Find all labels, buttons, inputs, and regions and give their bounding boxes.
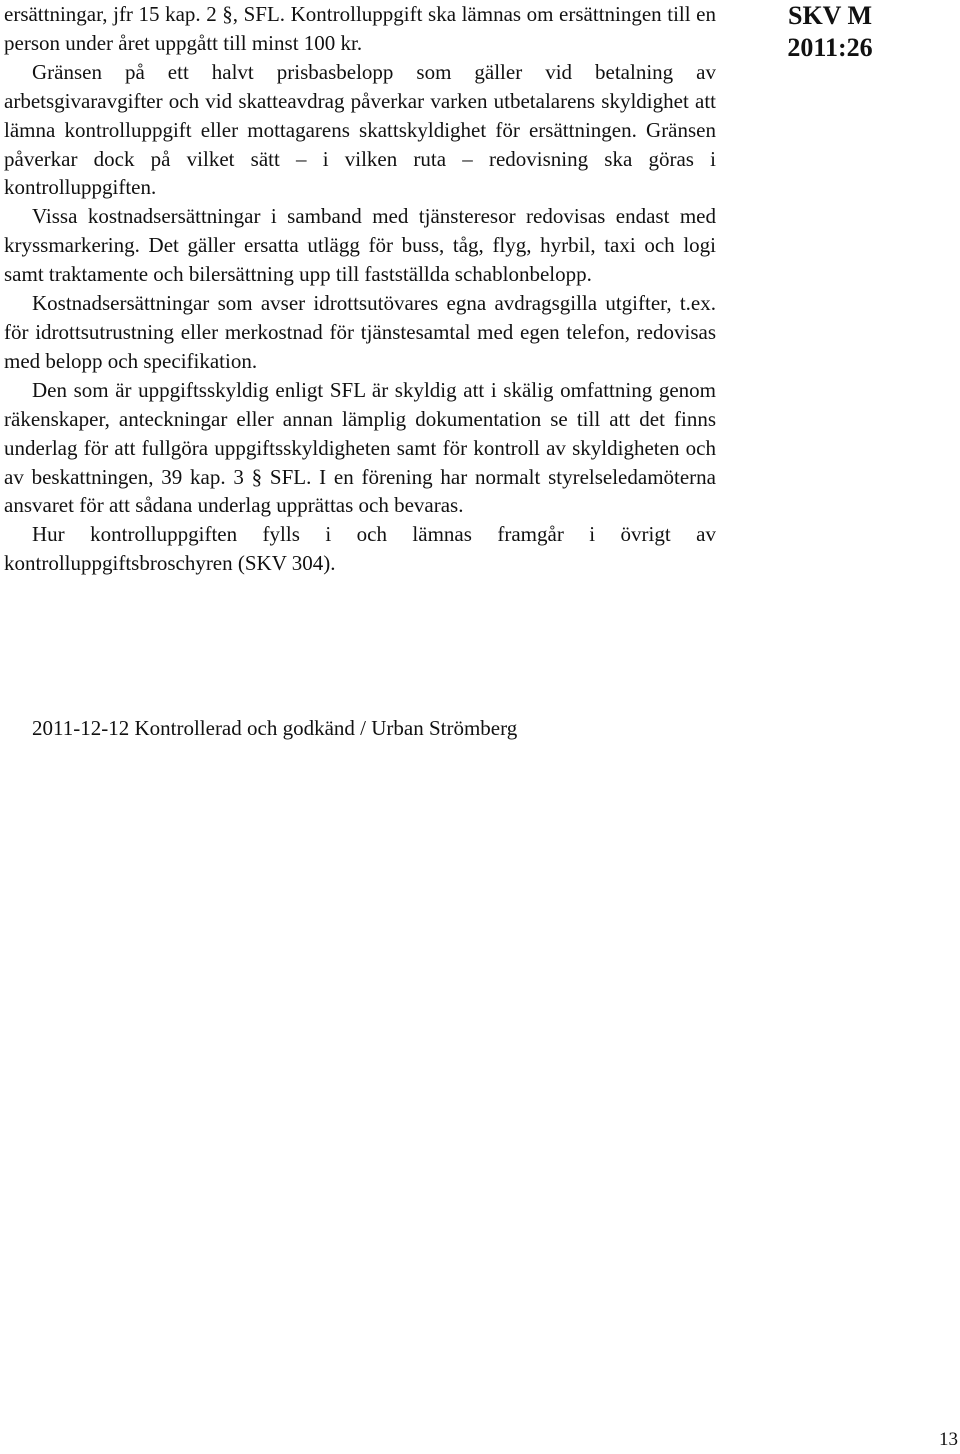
doc-number: 2011:26	[787, 33, 873, 62]
paragraph-kostnadsersattningar-tjansteresor: Vissa kostnadsersättningar i samband med tjänsteresor redovisas endast med kryssmarkering. Det gäller ersatta utlägg för buss, tåg, flyg, hyrbil, taxi och logi samt traktamente och bilersättning upp till fastställda schablonbelopp.	[4, 204, 716, 287]
paragraph-dokumentation: Den som är uppgiftsskyldig enligt SFL är skyldig att i skälig omfattning genom räkenskaper, anteckningar eller annan lämplig dokumentation se till att det finns underlag för att fullgöra uppgiftsskyldigheten samt för kontroll av skyldigheten och av beskattningen, 39 kap. 3 § SFL. I en förening har normalt styrelseledamöterna ansvaret för att sådana underlag upprättas och bevaras.	[4, 377, 716, 518]
body-text	[4, 0, 716, 578]
paragraph-continuation: ersättningar, jfr 15 kap. 2 §, SFL. Kontrolluppgift ska lämnas om ersättningen till en person under året uppgått till minst 100 kr.	[4, 2, 716, 55]
page-number: 13	[939, 1429, 958, 1450]
paragraph-broschyr: Hur kontrolluppgiften fylls i och lämnas framgår i övrigt av kontrolluppgiftsbroschyren (SKV 304).	[4, 522, 716, 576]
approval-note: 2011-12-12 Kontrollerad och godkänd / Urban Strömberg	[32, 716, 518, 740]
document-identifier	[770, 0, 890, 64]
paragraph-prisbasbelopp: Gränsen på ett halvt prisbasbelopp som gäller vid betalning av arbetsgivaravgifter och vid skatteavdrag påverkar varken utbetalarens skyldighet att lämna kontrolluppgift eller mottagarens skattskyldighet för ersättningen. Gränsen påverkar dock på vilket sätt – i vilken ruta – redovisning ska göras i kontrolluppgiften.	[4, 59, 716, 200]
doc-code: SKV M	[787, 1, 873, 30]
paragraph-idrottsutovare: Kostnadsersättningar som avser idrottsutövares egna avdragsgilla utgifter, t.ex. för idrottsutrustning eller merkostnad för tjänstesamtal med egen telefon, redovisas med belopp och specifikation.	[4, 291, 716, 373]
